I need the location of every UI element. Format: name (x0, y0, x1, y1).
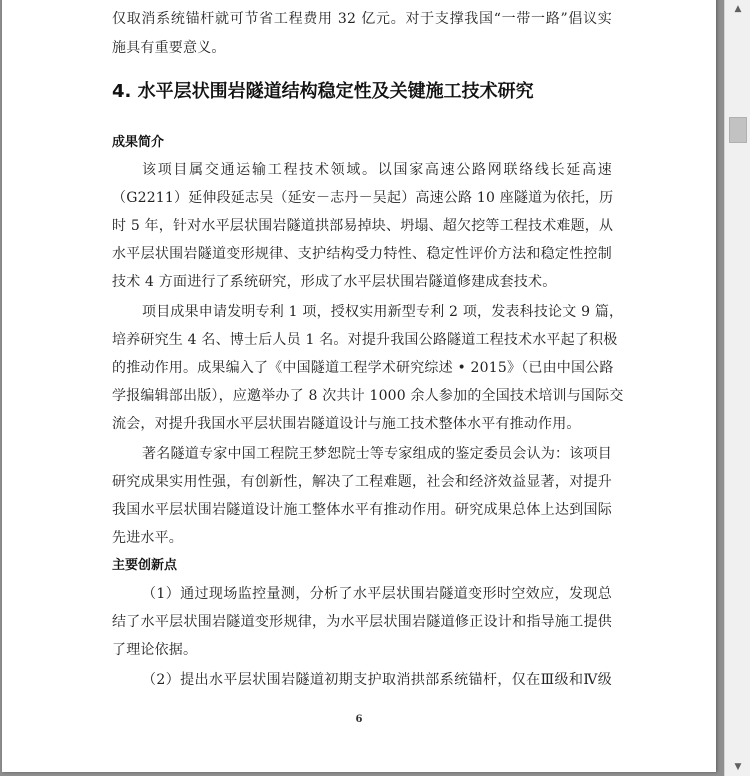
text-line: 了理论依据。 (112, 642, 198, 658)
text-line: 我国水平层状围岩隧道设计施工整体水平有推动作用。研究成果总体上达到国际 (112, 502, 612, 518)
scroll-thumb[interactable] (729, 117, 747, 143)
innovation-heading: 主要创新点 (112, 558, 178, 573)
scroll-down-arrow-icon[interactable]: ▼ (734, 762, 742, 772)
text-line: 水平层状围岩隧道变形规律、支护结构受力特性、稳定性评价方法和稳定性控制 (112, 246, 612, 262)
text-line: 先进水平。 (112, 530, 183, 546)
document-page (2, 0, 716, 772)
text-line: 流会，对提升我国水平层状围岩隧道设计与施工技术整体水平有推动作用。 (112, 416, 581, 432)
text-line: （G2211）延伸段延志吴（延安－志丹－吴起）高速公路 10 座隧道为依托，历 (112, 190, 614, 206)
text-line: 培养研究生 4 名、博士后人员 1 名。对提升我国公路隧道工程技术水平起了积极 (112, 332, 618, 348)
page-number: 6 (355, 714, 363, 725)
text-line: 学报编辑部出版），应邀举办了 8 次共计 1000 余人参加的全国技术培训与国际交 (112, 388, 624, 404)
text-line: 技术 4 方面进行了系统研究，形成了水平层状围岩隧道修建成套技术。 (112, 274, 557, 290)
vertical-scrollbar[interactable] (724, 0, 750, 776)
text-line: 研究成果实用性强，有创新性，解决了工程难题，社会和经济效益显著，对提升 (112, 474, 612, 490)
text-line: （2）提出水平层状围岩隧道初期支护取消拱部系统锚杆，仅在Ⅲ级和Ⅳ级 (142, 672, 612, 688)
text-line: 的推动作用。成果编入了《中国隧道工程学术研究综述 • 2015》（已由中国公路 (112, 360, 614, 376)
scroll-up-arrow-icon[interactable]: ▲ (734, 4, 742, 14)
text-line: 项目成果申请发明专利 1 项，授权实用新型专利 2 项，发表科技论文 9 篇， (142, 304, 624, 320)
summary-heading: 成果简介 (112, 135, 165, 150)
text-line: 该项目属交通运输工程技术领域。以国家高速公路网联络线长延高速 (142, 162, 612, 178)
section-heading: 4. 水平层状围岩隧道结构稳定性及关键施工技术研究 (112, 81, 534, 102)
text-line: 时 5 年，针对水平层状围岩隧道拱部易掉块、坍塌、超欠挖等工程技术难题，从 (112, 218, 614, 234)
text-line: 结了水平层状围岩隧道变形规律，为水平层状围岩隧道修正设计和指导施工提供 (112, 614, 612, 630)
text-line: 施具有重要意义。 (112, 40, 226, 56)
text-line: 著名隧道专家中国工程院王梦恕院士等专家组成的鉴定委员会认为：该项目 (142, 446, 612, 462)
text-line: 仅取消系统锚杆就可节省工程费用 32 亿元。对于支撑我国“一带一路”倡议实 (112, 11, 612, 27)
text-line: （1）通过现场监控量测，分析了水平层状围岩隧道变形时空效应，发现总 (142, 586, 612, 602)
